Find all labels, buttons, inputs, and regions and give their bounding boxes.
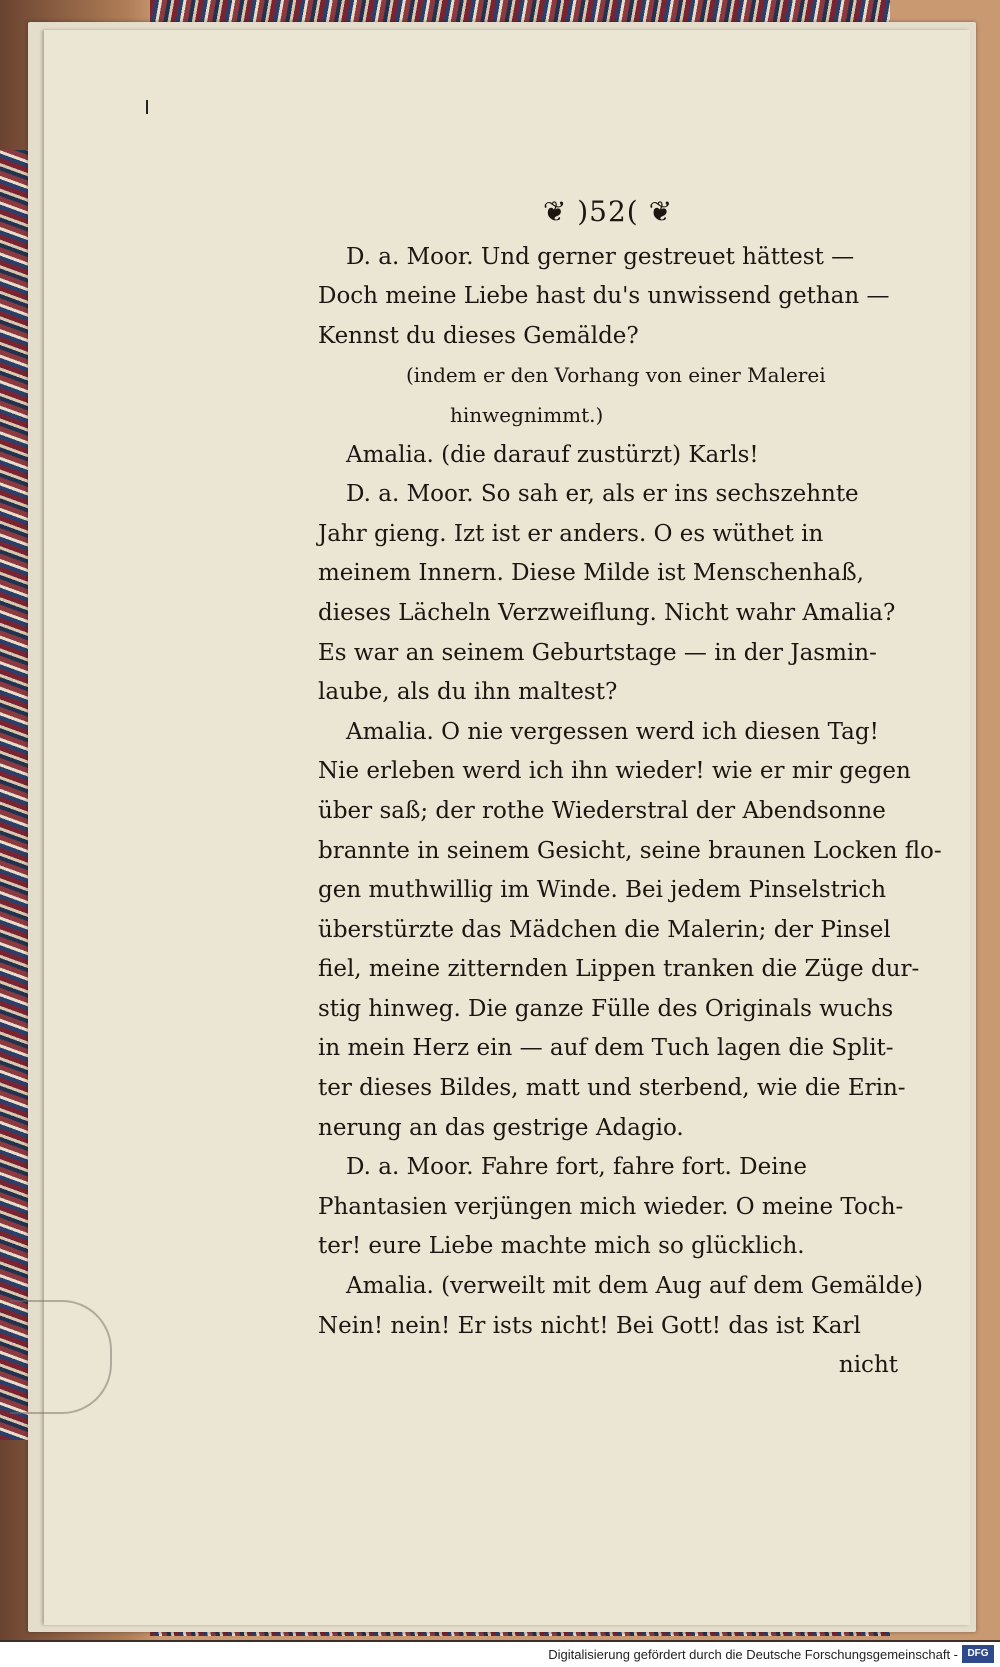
text-line: gen muthwillig im Winde. Bei jedem Pinselstrich [318, 877, 887, 904]
text-line: Jahr gieng. Izt ist er anders. O es wüthet in [318, 520, 824, 547]
text-line: überstürzte das Mädchen die Malerin; der Pinsel [318, 916, 891, 943]
text-line: Amalia. O nie vergessen werd ich diesen Tag! [346, 718, 879, 745]
text-line: fiel, meine zitternden Lippen tranken die Züge dur- [318, 956, 920, 983]
text-line: hinwegnimmt.) [450, 402, 604, 427]
text-line: Nein! nein! Er ists nicht! Bei Gott! das ist Karl [318, 1312, 861, 1339]
text-line: meinem Innern. Diese Milde ist Menschenhaß, [318, 560, 864, 587]
text-line: in mein Herz ein — auf dem Tuch lagen die Split- [318, 1035, 894, 1062]
text-line: laube, als du ihn maltest? [318, 679, 618, 706]
page-header: ❦ )52( ❦ [542, 195, 674, 228]
text-lines [318, 238, 942, 1386]
text-line: Amalia. (die darauf zustürzt) Karls! [346, 441, 759, 468]
text-line: (indem er den Vorhang von einer Malerei [406, 363, 826, 388]
text-line: Nie erleben werd ich ihn wieder! wie er mir gegen [318, 758, 911, 785]
footer-bar [0, 1642, 1000, 1667]
text-line: ter! eure Liebe machte mich so glücklich. [318, 1233, 805, 1260]
text-line: nicht [838, 1352, 898, 1379]
footer-credit: Digitalisierung gefördert durch die Deutsche Forschungsgemeinschaft - [548, 1647, 958, 1662]
text-line: D. a. Moor. So sah er, als er ins sechszehnte [346, 481, 859, 508]
text-line: Amalia. (verweilt mit dem Aug auf dem Gemälde) [346, 1273, 923, 1300]
text-line: stig hinweg. Die ganze Fülle des Originals wuchs [318, 995, 894, 1022]
text-line: brannte in seinem Gesicht, seine braunen Locken flo- [318, 837, 942, 864]
text-line: Phantasien verjüngen mich wieder. O meine Toch- [318, 1193, 904, 1220]
text-line: D. a. Moor. Fahre fort, fahre fort. Deine [346, 1154, 807, 1181]
text-line: ter dieses Bildes, matt und sterbend, wie die Erin- [318, 1075, 906, 1102]
page-margin-mark [146, 100, 148, 114]
text-line: über saß; der rothe Wiederstral der Abendsonne [318, 797, 886, 824]
text-line: Kennst du dieses Gemälde? [318, 322, 639, 349]
text-line: nerung an das gestrige Adagio. [318, 1114, 684, 1141]
text-line: Doch meine Liebe hast du's unwissend gethan — [318, 283, 890, 310]
dfg-logo: DFG [962, 1645, 994, 1663]
text-line: D. a. Moor. Und gerner gestreuet hättest — [346, 243, 855, 270]
text-line: Es war an seinem Geburtstage — in der Jasmin- [318, 639, 877, 666]
text-line: dieses Lächeln Verzweiflung. Nicht wahr Amalia? [318, 599, 896, 626]
paper-clip-icon [10, 1300, 112, 1414]
page-text [318, 192, 942, 1386]
